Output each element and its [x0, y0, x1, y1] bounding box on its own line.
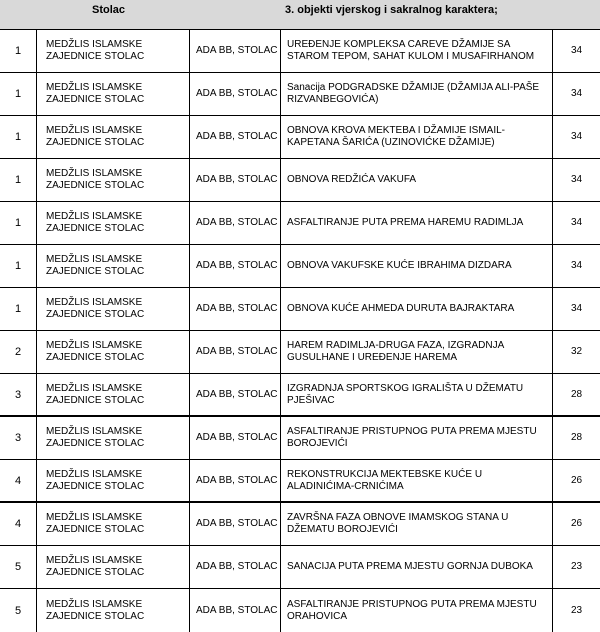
address-cell-text: ADA BB, STOLAC — [196, 131, 278, 142]
address-cell — [189, 331, 280, 373]
organization-cell — [36, 288, 189, 330]
score-cell — [552, 503, 600, 545]
score-cell — [552, 331, 600, 373]
rank-cell — [0, 73, 36, 115]
address-cell-text: ADA BB, STOLAC — [196, 561, 278, 572]
organization-cell-text: MEDŽLIS ISLAMSKE ZAJEDNICE STOLAC — [46, 512, 145, 535]
address-cell — [189, 546, 280, 588]
organization-cell-text: MEDŽLIS ISLAMSKE ZAJEDNICE STOLAC — [46, 555, 145, 578]
rank-cell — [0, 30, 36, 72]
score-cell — [552, 202, 600, 244]
organization-cell — [36, 159, 189, 201]
organization-cell-text: MEDŽLIS ISLAMSKE ZAJEDNICE STOLAC — [46, 211, 145, 234]
table-row — [0, 288, 600, 331]
table-row — [0, 73, 600, 116]
rank-cell-text: 4 — [14, 474, 22, 487]
project-cell-text: REKONSTRUKCIJA MEKTEBSKE KUĆE U ALADINIĆIMA-CRNIĆIMA — [287, 468, 483, 492]
project-cell-text: ASFALTIRANJE PUTA PREMA HAREMU RADIMLJA — [287, 217, 524, 228]
rank-cell — [0, 417, 36, 459]
organization-cell — [36, 417, 189, 459]
score-cell-text: 26 — [570, 518, 583, 529]
score-cell-text: 34 — [570, 88, 583, 99]
address-cell — [189, 417, 280, 459]
score-cell-text: 34 — [570, 174, 583, 185]
address-cell-text: ADA BB, STOLAC — [196, 474, 278, 486]
address-cell-text: ADA BB, STOLAC — [196, 303, 278, 314]
rank-cell — [0, 116, 36, 158]
address-cell — [189, 202, 280, 244]
organization-cell-text: MEDŽLIS ISLAMSKE ZAJEDNICE STOLAC — [46, 426, 145, 449]
rank-cell — [0, 288, 36, 330]
table-row — [0, 30, 600, 73]
table-row — [0, 503, 600, 546]
address-cell-text: ADA BB, STOLAC — [196, 45, 278, 56]
table-row — [0, 460, 600, 503]
organization-cell-text: MEDŽLIS ISLAMSKE ZAJEDNICE STOLAC — [46, 254, 145, 277]
table-row — [0, 116, 600, 159]
organization-cell — [36, 116, 189, 158]
address-cell — [189, 30, 280, 72]
address-cell — [189, 288, 280, 330]
table-body — [0, 30, 600, 632]
organization-cell-text: MEDŽLIS ISLAMSKE ZAJEDNICE STOLAC — [46, 598, 145, 622]
project-cell-text: SANACIJA PUTA PREMA MJESTU GORNJA DUBOKA — [287, 561, 533, 572]
score-cell-text: 23 — [570, 604, 583, 616]
score-cell-text: 34 — [570, 45, 583, 56]
address-cell — [189, 245, 280, 287]
organization-cell-text: MEDŽLIS ISLAMSKE ZAJEDNICE STOLAC — [46, 468, 145, 492]
organization-cell — [36, 30, 189, 72]
table-header — [0, 0, 600, 30]
project-cell-text: ASFALTIRANJE PRISTUPNOG PUTA PREMA MJESTU BOROJEVIĆI — [287, 426, 537, 449]
address-cell-text: ADA BB, STOLAC — [196, 604, 278, 616]
project-cell-text: OBNOVA REDŽIĆA VAKUFA — [287, 174, 417, 185]
organization-cell — [36, 245, 189, 287]
rank-cell — [0, 159, 36, 201]
project-cell-text: ZAVRŠNA FAZA OBNOVE IMAMSKOG STANA U DŽEMATU BOROJEVIĆI — [287, 512, 509, 535]
rank-cell-text: 1 — [14, 303, 22, 315]
table-row — [0, 245, 600, 288]
project-cell-text: IZGRADNJA SPORTSKOG IGRALIŠTA U DŽEMATU PJEŠIVAC — [287, 382, 524, 406]
project-cell — [280, 374, 552, 415]
score-cell — [552, 245, 600, 287]
organization-cell-text: MEDŽLIS ISLAMSKE ZAJEDNICE STOLAC — [46, 39, 145, 62]
project-cell-text: ASFALTIRANJE PRISTUPNOG PUTA PREMA MJESTU ORAHOVICA — [287, 598, 537, 622]
project-cell — [280, 288, 552, 330]
organization-cell — [36, 374, 189, 415]
rank-cell — [0, 546, 36, 588]
organization-cell — [36, 546, 189, 588]
rank-cell — [0, 202, 36, 244]
project-cell-text: Sanacija PODGRADSKE DŽAMIJE (DŽAMIJA ALI-PAŠE RIZVANBEGOVIĆA) — [287, 82, 540, 105]
table-row — [0, 374, 600, 417]
organization-cell — [36, 202, 189, 244]
score-cell — [552, 116, 600, 158]
score-cell-text: 34 — [570, 217, 583, 228]
address-cell — [189, 503, 280, 545]
address-cell — [189, 374, 280, 415]
organization-cell — [36, 503, 189, 545]
rank-cell-text: 1 — [14, 131, 22, 143]
rank-cell-text: 4 — [14, 518, 22, 530]
score-cell — [552, 288, 600, 330]
project-cell — [280, 202, 552, 244]
rank-cell-text: 1 — [14, 45, 22, 57]
score-cell — [552, 159, 600, 201]
project-cell — [280, 73, 552, 115]
rank-cell-text: 2 — [14, 346, 22, 358]
table-row — [0, 331, 600, 374]
organization-cell-text: MEDŽLIS ISLAMSKE ZAJEDNICE STOLAC — [46, 82, 145, 105]
project-cell — [280, 417, 552, 459]
address-cell-text: ADA BB, STOLAC — [196, 174, 278, 185]
rank-cell-text: 1 — [14, 260, 22, 272]
score-cell — [552, 417, 600, 459]
project-cell-text: OBNOVA KROVA MEKTEBA I DŽAMIJE ISMAIL-KAPETANA ŠARIĆA (UZINOVIĆKE DŽAMIJE) — [287, 125, 506, 148]
score-cell-text: 28 — [570, 388, 583, 400]
address-cell — [189, 116, 280, 158]
address-cell-text: ADA BB, STOLAC — [196, 260, 278, 271]
score-cell — [552, 374, 600, 415]
organization-cell-text: MEDŽLIS ISLAMSKE ZAJEDNICE STOLAC — [46, 168, 145, 191]
project-cell-text: HAREM RADIMLJA-DRUGA FAZA, IZGRADNJA GUSULHANE I UREĐENJE HAREMA — [287, 340, 504, 363]
rank-cell-text: 5 — [14, 561, 22, 573]
score-cell-text: 28 — [570, 432, 583, 443]
organization-cell-text: MEDŽLIS ISLAMSKE ZAJEDNICE STOLAC — [46, 297, 145, 320]
table-row — [0, 159, 600, 202]
project-cell-text: OBNOVA VAKUFSKE KUĆE IBRAHIMA DIZDARA — [287, 260, 512, 271]
project-cell — [280, 546, 552, 588]
address-cell-text: ADA BB, STOLAC — [196, 217, 278, 228]
score-cell-text: 23 — [570, 561, 583, 572]
rank-cell-text: 1 — [14, 217, 22, 229]
address-cell-text: ADA BB, STOLAC — [196, 88, 278, 99]
rank-cell-text: 3 — [14, 432, 22, 444]
rank-cell-text: 1 — [14, 174, 22, 186]
category-heading: 3. objekti vjerskog i sakralnog karaktera; — [285, 4, 498, 16]
score-cell — [552, 546, 600, 588]
table-row — [0, 417, 600, 460]
address-cell — [189, 73, 280, 115]
address-cell — [189, 159, 280, 201]
project-cell — [280, 245, 552, 287]
rank-cell — [0, 374, 36, 415]
rank-cell-text: 3 — [14, 388, 22, 401]
project-cell-text: OBNOVA KUĆE AHMEDA DURUTA BAJRAKTARA — [287, 303, 515, 314]
score-cell — [552, 30, 600, 72]
project-cell — [280, 331, 552, 373]
organization-cell — [36, 460, 189, 501]
address-cell-text: ADA BB, STOLAC — [196, 518, 278, 529]
rank-cell-text: 5 — [14, 604, 22, 617]
score-cell-text: 34 — [570, 131, 583, 142]
score-cell-text: 26 — [570, 474, 583, 486]
rank-cell — [0, 331, 36, 373]
rank-cell — [0, 245, 36, 287]
address-cell-text: ADA BB, STOLAC — [196, 346, 278, 357]
project-cell — [280, 503, 552, 545]
rank-cell-text: 1 — [14, 88, 22, 100]
project-cell — [280, 460, 552, 501]
address-cell-text: ADA BB, STOLAC — [196, 432, 278, 443]
address-cell-text: ADA BB, STOLAC — [196, 388, 278, 400]
project-cell — [280, 30, 552, 72]
project-cell — [280, 159, 552, 201]
score-cell-text: 34 — [570, 303, 583, 314]
score-cell — [552, 460, 600, 501]
organization-cell-text: MEDŽLIS ISLAMSKE ZAJEDNICE STOLAC — [46, 382, 145, 406]
address-cell — [189, 460, 280, 501]
score-cell — [552, 73, 600, 115]
rank-cell — [0, 503, 36, 545]
rank-cell — [0, 460, 36, 501]
score-cell-text: 34 — [570, 260, 583, 271]
organization-cell-text: MEDŽLIS ISLAMSKE ZAJEDNICE STOLAC — [46, 125, 145, 148]
project-cell — [280, 116, 552, 158]
table-row — [0, 202, 600, 245]
organization-cell — [36, 331, 189, 373]
project-cell-text: UREĐENJE KOMPLEKSA CAREVE DŽAMIJE SA STAROM TEPOM, SAHAT KULOM I MUSAFIRHANOM — [287, 39, 535, 62]
organization-cell — [36, 73, 189, 115]
organization-cell-text: MEDŽLIS ISLAMSKE ZAJEDNICE STOLAC — [46, 340, 145, 363]
table-row — [0, 546, 600, 589]
score-cell-text: 32 — [570, 346, 583, 357]
municipality-heading: Stolac — [92, 4, 126, 16]
